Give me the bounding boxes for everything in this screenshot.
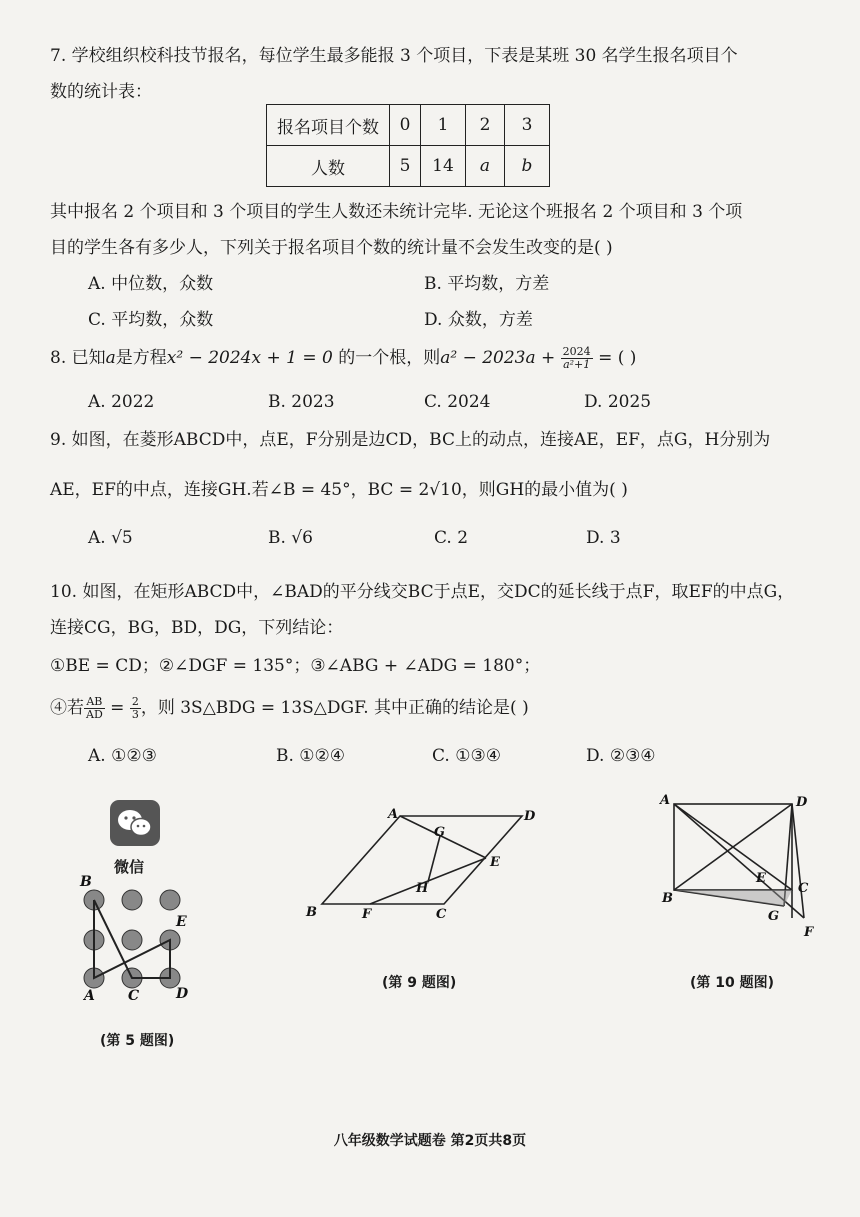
fig5-label-e: E — [176, 914, 187, 930]
fig5-label-b: B — [80, 874, 92, 890]
q7-line3: 其中报名 2 个项目和 3 个项目的学生人数还未统计完毕. 无论这个班报名 2 个项目和 3 个项 — [50, 202, 743, 222]
q8-middle: 是方程 — [115, 348, 167, 368]
q8-fraction — [561, 346, 593, 371]
fig10-caption: (第 10 题图) — [690, 975, 775, 991]
table-cell: b — [505, 146, 550, 187]
q8-suffix1: 的一个根，则 — [332, 348, 441, 368]
fig9-rhombus-diagram — [300, 800, 540, 930]
q8-expr: a² − 2023a + — [440, 348, 561, 368]
fig10-label-f: F — [804, 925, 814, 940]
q7-line4: 目的学生各有多少人，下列关于报名项目个数的统计量不会发生改变的是( ) — [50, 238, 613, 258]
q7-option-a: A. 中位数，众数 — [88, 274, 214, 294]
q8-frac-den: a²+1 — [563, 358, 591, 371]
fig10-label-b: B — [662, 891, 673, 906]
q10-frac-den: AD — [86, 708, 103, 721]
q8-option-b: B. 2023 — [268, 392, 335, 412]
q10-fraction-2-3 — [130, 696, 141, 721]
fig9-label-b: B — [306, 905, 317, 920]
fig9-label-a: A — [388, 807, 399, 822]
q8-prefix: 8. 已知 — [50, 348, 106, 368]
q8-equation: x² − 2024x + 1 = 0 — [166, 348, 333, 368]
q8-option-d: D. 2025 — [584, 392, 652, 412]
fig9-label-c: C — [436, 907, 447, 922]
fig10-rectangle-diagram — [656, 788, 826, 948]
table-cell: 1 — [421, 105, 466, 146]
q9-line1: 9. 如图，在菱形ABCD中，点E，F分别是边CD，BC上的动点，连接AE，EF，点G，H分别为 — [50, 430, 771, 450]
table-cell: a — [466, 146, 505, 187]
q7-option-c: C. 平均数，众数 — [88, 310, 214, 330]
table-header-people: 人数 — [267, 146, 390, 187]
fig5-dot-pattern — [70, 872, 200, 1002]
q10-frac2-num: 2 — [131, 695, 139, 708]
fig9-label-f: F — [362, 907, 372, 922]
wechat-logo-icon — [110, 800, 160, 846]
fig9-label-d: D — [524, 809, 536, 824]
q10-option-d: D. ②③④ — [586, 746, 656, 766]
q9-line2: AE，EF的中点，连接GH.若∠B = 45°，BC = 2√10，则GH的最小值为( ) — [50, 480, 628, 500]
table-header-items: 报名项目个数 — [267, 105, 390, 146]
fig9-label-h: H — [416, 881, 429, 896]
q9-option-c: C. 2 — [434, 528, 469, 548]
q8-option-c: C. 2024 — [424, 392, 491, 412]
q10-frac-num: AB — [84, 696, 105, 709]
table-cell: 14 — [421, 146, 466, 187]
q8-line — [50, 346, 636, 371]
q7-stat-table — [266, 104, 550, 187]
q10-fraction-ab-ad — [84, 696, 105, 721]
q7-option-d: D. 众数，方差 — [424, 310, 533, 330]
fig10-label-e: E — [756, 871, 766, 886]
table-cell: 3 — [505, 105, 550, 146]
q9-option-b: B. √6 — [268, 528, 313, 548]
q9-option-a: A. √5 — [88, 528, 133, 548]
q8-option-a: A. 2022 — [88, 392, 155, 412]
table-cell: 2 — [466, 105, 505, 146]
q10-line4-mid: = — [104, 698, 130, 718]
fig10-label-g: G — [768, 909, 780, 924]
fig10-label-c: C — [798, 881, 809, 896]
fig9-label-g: G — [434, 825, 446, 840]
fig5-label-a: A — [84, 988, 95, 1004]
q10-option-b: B. ①②④ — [276, 746, 346, 766]
fig9-caption: (第 9 题图) — [382, 975, 457, 991]
q9-option-d: D. 3 — [586, 528, 621, 548]
fig5-label-d: D — [176, 986, 189, 1002]
table-cell: 5 — [390, 146, 421, 187]
q10-line4 — [50, 696, 529, 721]
q10-frac2-den: 3 — [131, 708, 139, 721]
page-footer: 八年级数学试题卷 第2页共8页 — [333, 1133, 527, 1149]
q10-line4-prefix: ④若 — [50, 698, 84, 718]
q10-line2: 连接CG，BG，BD，DG，下列结论： — [50, 618, 344, 638]
q7-line2: 数的统计表： — [50, 82, 152, 102]
q10-option-c: C. ①③④ — [432, 746, 501, 766]
fig9-label-e: E — [490, 855, 500, 870]
q10-line3: ①BE = CD；②∠DGF = 135°；③∠ABG + ∠ADG = 180°； — [50, 656, 541, 676]
wechat-label: 微信 — [114, 858, 145, 876]
fig5-label-c: C — [128, 988, 140, 1004]
q10-line1: 10. 如图，在矩形ABCD中，∠BAD的平分线交BC于点E，交DC的延长线于点F，取EF的中点G， — [50, 582, 795, 602]
fig10-label-a: A — [660, 793, 671, 808]
q8-suffix2: = ( ) — [592, 348, 637, 368]
table-cell: 0 — [390, 105, 421, 146]
q7-line1: 7. 学校组织校科技节报名，每位学生最多能报 3 个项目，下表是某班 30 名学生报名项目个 — [50, 46, 738, 66]
q10-line4-suffix: ，则 3S△BDG = 13S△DGF. 其中正确的结论是( ) — [140, 698, 529, 718]
q10-option-a: A. ①②③ — [88, 746, 157, 766]
q8-var-a: a — [105, 348, 116, 368]
q8-frac-num: 2024 — [562, 345, 591, 358]
fig10-label-d: D — [796, 795, 808, 810]
fig5-caption: (第 5 题图) — [100, 1033, 175, 1049]
q7-option-b: B. 平均数，方差 — [424, 274, 550, 294]
